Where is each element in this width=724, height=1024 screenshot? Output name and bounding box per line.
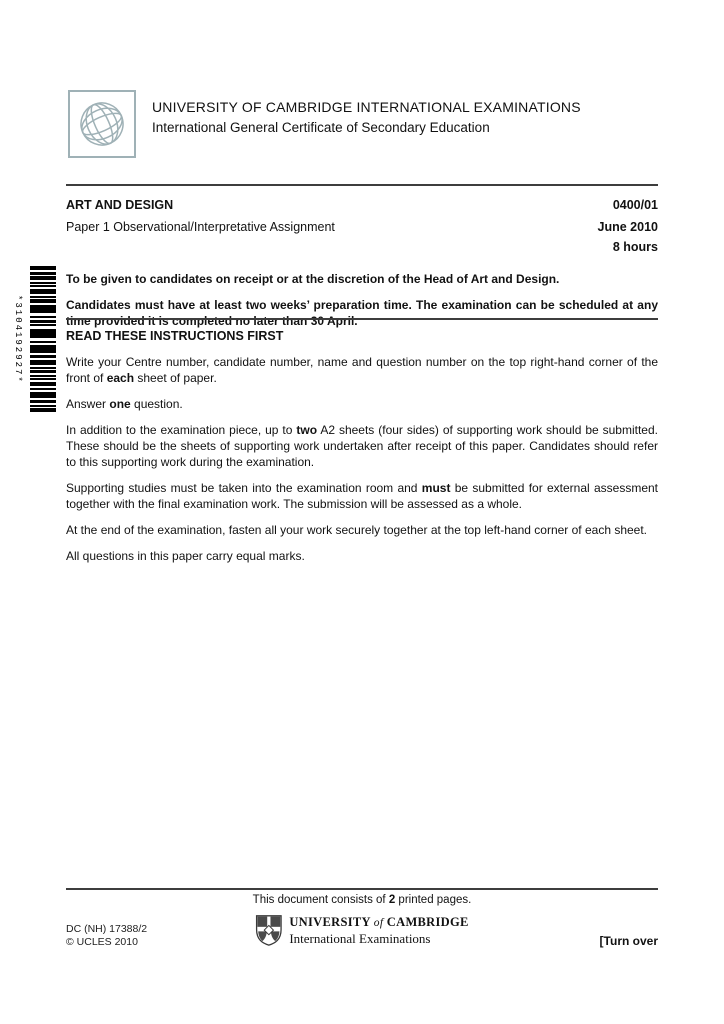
notice-preparation: Candidates must have at least two weeks’ preparation time. The examination can be scheduled at any time provided it is completed no later than 30 April. bbox=[66, 298, 658, 328]
barcode bbox=[30, 266, 56, 412]
cie-logo-box bbox=[68, 90, 136, 158]
brand-subtitle: International Examinations bbox=[289, 931, 431, 946]
footer-rule bbox=[66, 888, 658, 890]
brand-name: UNIVERSITY of CAMBRIDGE bbox=[289, 915, 469, 929]
paper-line: Paper 1 Observational/Interpretative Assignment bbox=[66, 220, 335, 234]
instruction-paragraph: Write your Centre number, candidate number, name and question number on the top right-hand corner of the front of each sheet of paper. bbox=[66, 355, 658, 385]
cambridge-crest-icon bbox=[255, 915, 282, 946]
title-block bbox=[66, 184, 658, 329]
footer-brand bbox=[255, 915, 468, 946]
footer-refs bbox=[66, 923, 147, 949]
instruction-paragraph: All questions in this paper carry equal marks. bbox=[66, 549, 305, 563]
duration: 8 hours bbox=[612, 240, 658, 254]
instructions-heading: READ THESE INSTRUCTIONS FIRST bbox=[66, 329, 284, 343]
instruction-paragraph: At the end of the examination, fasten all your work securely together at the top left-hand corner of each sheet. bbox=[66, 523, 648, 537]
doc-ref: DC (NH) 17388/2 bbox=[66, 923, 148, 935]
notice-distribution: To be given to candidates on receipt or at the discretion of the Head of Art and Design. bbox=[66, 272, 560, 286]
subject-title: ART AND DESIGN bbox=[66, 198, 174, 212]
session: June 2010 bbox=[597, 220, 658, 234]
turn-over-label: [Turn over bbox=[599, 934, 658, 948]
globe-icon bbox=[70, 92, 134, 156]
org-subtitle: International General Certificate of Secondary Education bbox=[152, 120, 490, 135]
instruction-paragraph: In addition to the examination piece, up to two A2 sheets (four sides) of supporting work should be submitted. These should be the sheets of supporting work undertaken after receipt of this paper. Candidates should refer to this supporting work during the examination. bbox=[66, 423, 658, 469]
page-count-note: This document consists of 2 printed pages. bbox=[252, 894, 472, 906]
org-name: UNIVERSITY OF CAMBRIDGE INTERNATIONAL EXAMINATIONS bbox=[152, 99, 581, 115]
copyright: © UCLES 2010 bbox=[66, 936, 138, 948]
instructions-section bbox=[66, 318, 658, 564]
instruction-paragraph: Answer one question. bbox=[66, 397, 183, 411]
barcode-number: *3104192927* bbox=[13, 294, 23, 384]
header-org bbox=[152, 99, 672, 135]
instruction-paragraph: Supporting studies must be taken into the examination room and must be submitted for external assessment together with the final examination work. The submission will be assessed as a whole. bbox=[66, 481, 658, 511]
paper-code: 0400/01 bbox=[612, 198, 658, 212]
